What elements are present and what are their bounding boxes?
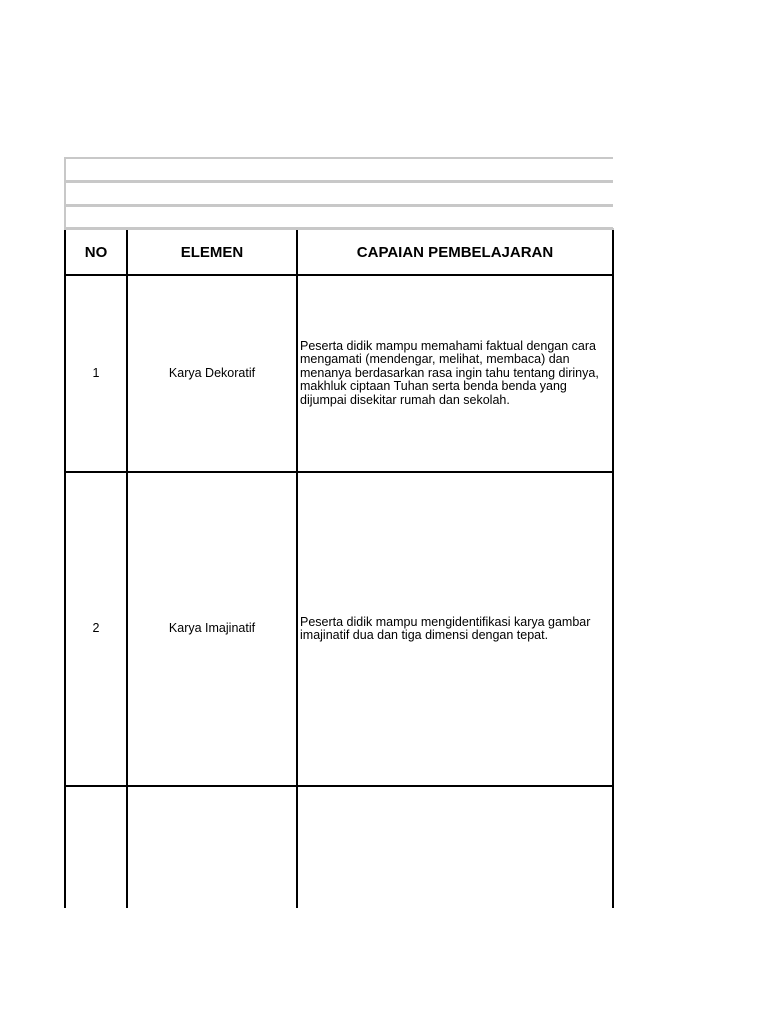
row-3-no: [66, 787, 126, 908]
header-capaian-pembelajaran: CAPAIAN PEMBELAJARAN: [356, 243, 554, 261]
row-1-elemen: Karya Dekoratif: [168, 365, 256, 380]
row-2-no: 2: [92, 621, 100, 636]
header-elemen: ELEMEN: [180, 243, 244, 261]
table-border-right: [612, 228, 614, 908]
row-3-capaian: [298, 787, 612, 908]
row-2-capaian: Peserta didik mampu mengidentifikasi karya gambar imajinatif dua dan tiga dimensi dengan tepat.: [300, 614, 591, 642]
header-no: NO: [84, 243, 108, 261]
blank-row-1: [64, 157, 613, 182]
blank-row-3: [64, 205, 613, 229]
row-2-elemen: Karya Imajinatif: [168, 621, 256, 636]
learning-outcomes-table: [64, 228, 614, 908]
row-3-elemen: [128, 787, 296, 908]
row-1-capaian: Peserta didik mampu memahami faktual dengan cara mengamati (mendengar, melihat, membaca) dan menanya berdasarkan rasa ingin tahu tentang dirinya, makhluk ciptaan Tuhan serta benda benda yang dijumpai disekitar rumah dan sekolah.: [300, 338, 599, 407]
blank-row-2: [64, 181, 613, 206]
row-1-no: 1: [92, 365, 100, 380]
